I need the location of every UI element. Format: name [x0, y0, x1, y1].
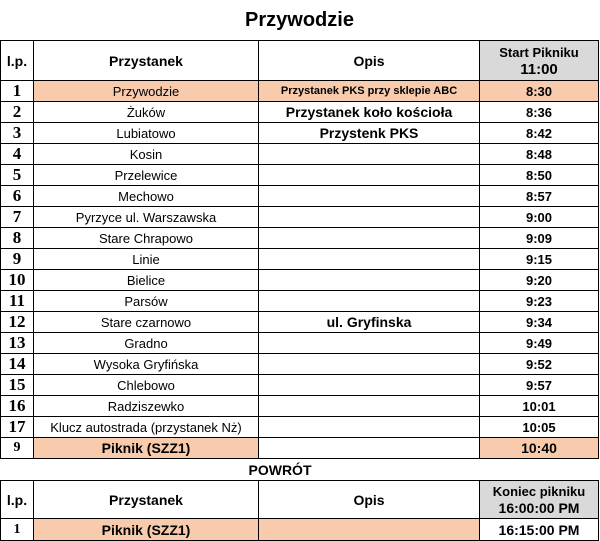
- row-lp: 17: [1, 417, 34, 438]
- stops-body: [1, 81, 599, 438]
- row-stop: Radziszewko: [34, 396, 259, 417]
- row-desc: [259, 396, 480, 417]
- row-lp: 5: [1, 165, 34, 186]
- arrival-lp: 9: [1, 438, 34, 459]
- row-stop: Kosin: [34, 144, 259, 165]
- row-lp: 1: [1, 81, 34, 102]
- row-stop: Stare czarnowo: [34, 312, 259, 333]
- table-row: [1, 270, 599, 291]
- table-row: [1, 354, 599, 375]
- row-desc: [259, 375, 480, 396]
- row-lp: 15: [1, 375, 34, 396]
- row-desc: Przystanek PKS przy sklepie ABC: [259, 81, 480, 102]
- row-stop: Wysoka Gryfińska: [34, 354, 259, 375]
- row-time: 8:30: [480, 81, 599, 102]
- row-time: 9:23: [480, 291, 599, 312]
- row-desc: [259, 228, 480, 249]
- row-desc: [259, 333, 480, 354]
- table-row: [1, 81, 599, 102]
- return-column-header-desc: Opis: [259, 481, 480, 519]
- row-time: 10:01: [480, 396, 599, 417]
- row-lp: 7: [1, 207, 34, 228]
- table-row: [1, 207, 599, 228]
- end-time-value: 16:00:00 PM: [498, 499, 580, 516]
- row-desc: [259, 207, 480, 228]
- column-header-stop: Przystanek: [34, 41, 259, 81]
- arrival-stop: Piknik (SZZ1): [34, 438, 259, 459]
- row-stop: Mechowo: [34, 186, 259, 207]
- row-lp: 16: [1, 396, 34, 417]
- table-row: [1, 375, 599, 396]
- row-lp: 10: [1, 270, 34, 291]
- row-stop: Przelewice: [34, 165, 259, 186]
- return-column-header-lp: l.p.: [1, 481, 34, 519]
- row-stop: Żuków: [34, 102, 259, 123]
- row-stop: Klucz autostrada (przystanek Nż): [34, 417, 259, 438]
- table-row: [1, 333, 599, 354]
- row-desc: [259, 144, 480, 165]
- return-column-header-end-time: [480, 481, 599, 519]
- row-stop: Gradno: [34, 333, 259, 354]
- row-time: 9:20: [480, 270, 599, 291]
- row-desc: [259, 291, 480, 312]
- row-stop: Bielice: [34, 270, 259, 291]
- row-time: 9:00: [480, 207, 599, 228]
- row-time: 8:36: [480, 102, 599, 123]
- row-desc: [259, 354, 480, 375]
- row-time: 8:50: [480, 165, 599, 186]
- row-stop: Lubiatowo: [34, 123, 259, 144]
- row-time: 10:05: [480, 417, 599, 438]
- row-lp: 13: [1, 333, 34, 354]
- row-time: 9:49: [480, 333, 599, 354]
- row-time: 9:15: [480, 249, 599, 270]
- row-time: 8:42: [480, 123, 599, 144]
- row-lp: 2: [1, 102, 34, 123]
- return-row-desc: [259, 519, 480, 541]
- row-time: 9:34: [480, 312, 599, 333]
- row-time: 9:57: [480, 375, 599, 396]
- return-row-lp: 1: [1, 519, 34, 541]
- row-lp: 8: [1, 228, 34, 249]
- row-lp: 9: [1, 249, 34, 270]
- row-desc: [259, 186, 480, 207]
- column-header-lp: l.p.: [1, 41, 34, 81]
- table-row: [1, 186, 599, 207]
- return-row-time: 16:15:00 PM: [480, 519, 599, 541]
- row-stop: Pyrzyce ul. Warszawska: [34, 207, 259, 228]
- row-stop: Linie: [34, 249, 259, 270]
- column-header-desc: Opis: [259, 41, 480, 81]
- row-lp: 11: [1, 291, 34, 312]
- row-desc: [259, 249, 480, 270]
- row-desc: [259, 165, 480, 186]
- arrival-desc: [259, 438, 480, 459]
- table-row: [1, 417, 599, 438]
- arrival-time: 10:40: [480, 438, 599, 459]
- row-stop: Parsów: [34, 291, 259, 312]
- row-desc: Przystenk PKS: [259, 123, 480, 144]
- row-time: 9:52: [480, 354, 599, 375]
- table-row: [1, 165, 599, 186]
- start-label: Start Pikniku: [499, 44, 579, 60]
- row-lp: 6: [1, 186, 34, 207]
- page-title: Przywodzie: [245, 8, 354, 31]
- return-column-header-stop: Przystanek: [34, 481, 259, 519]
- column-header-start-time: [480, 41, 599, 81]
- row-stop: Przywodzie: [34, 81, 259, 102]
- return-row-stop: Piknik (SZZ1): [34, 519, 259, 541]
- row-stop: Chlebowo: [34, 375, 259, 396]
- row-time: 9:09: [480, 228, 599, 249]
- row-stop: Stare Chrapowo: [34, 228, 259, 249]
- row-lp: 3: [1, 123, 34, 144]
- table-row: [1, 102, 599, 123]
- end-label: Koniec pikniku: [492, 483, 586, 499]
- return-label: POWRÓT: [1, 459, 480, 481]
- table-row: [1, 144, 599, 165]
- table-row: [1, 123, 599, 144]
- table-row: [1, 312, 599, 333]
- row-desc: ul. Gryfinska: [259, 312, 480, 333]
- table-row: [1, 249, 599, 270]
- start-time-value: 11:00: [520, 60, 558, 78]
- row-desc: [259, 270, 480, 291]
- row-time: 8:57: [480, 186, 599, 207]
- row-desc: Przystanek koło kościoła: [259, 102, 480, 123]
- row-lp: 12: [1, 312, 34, 333]
- table-row: [1, 228, 599, 249]
- table-row: [1, 291, 599, 312]
- table-row: [1, 396, 599, 417]
- row-lp: 4: [1, 144, 34, 165]
- row-desc: [259, 417, 480, 438]
- row-lp: 14: [1, 354, 34, 375]
- row-time: 8:48: [480, 144, 599, 165]
